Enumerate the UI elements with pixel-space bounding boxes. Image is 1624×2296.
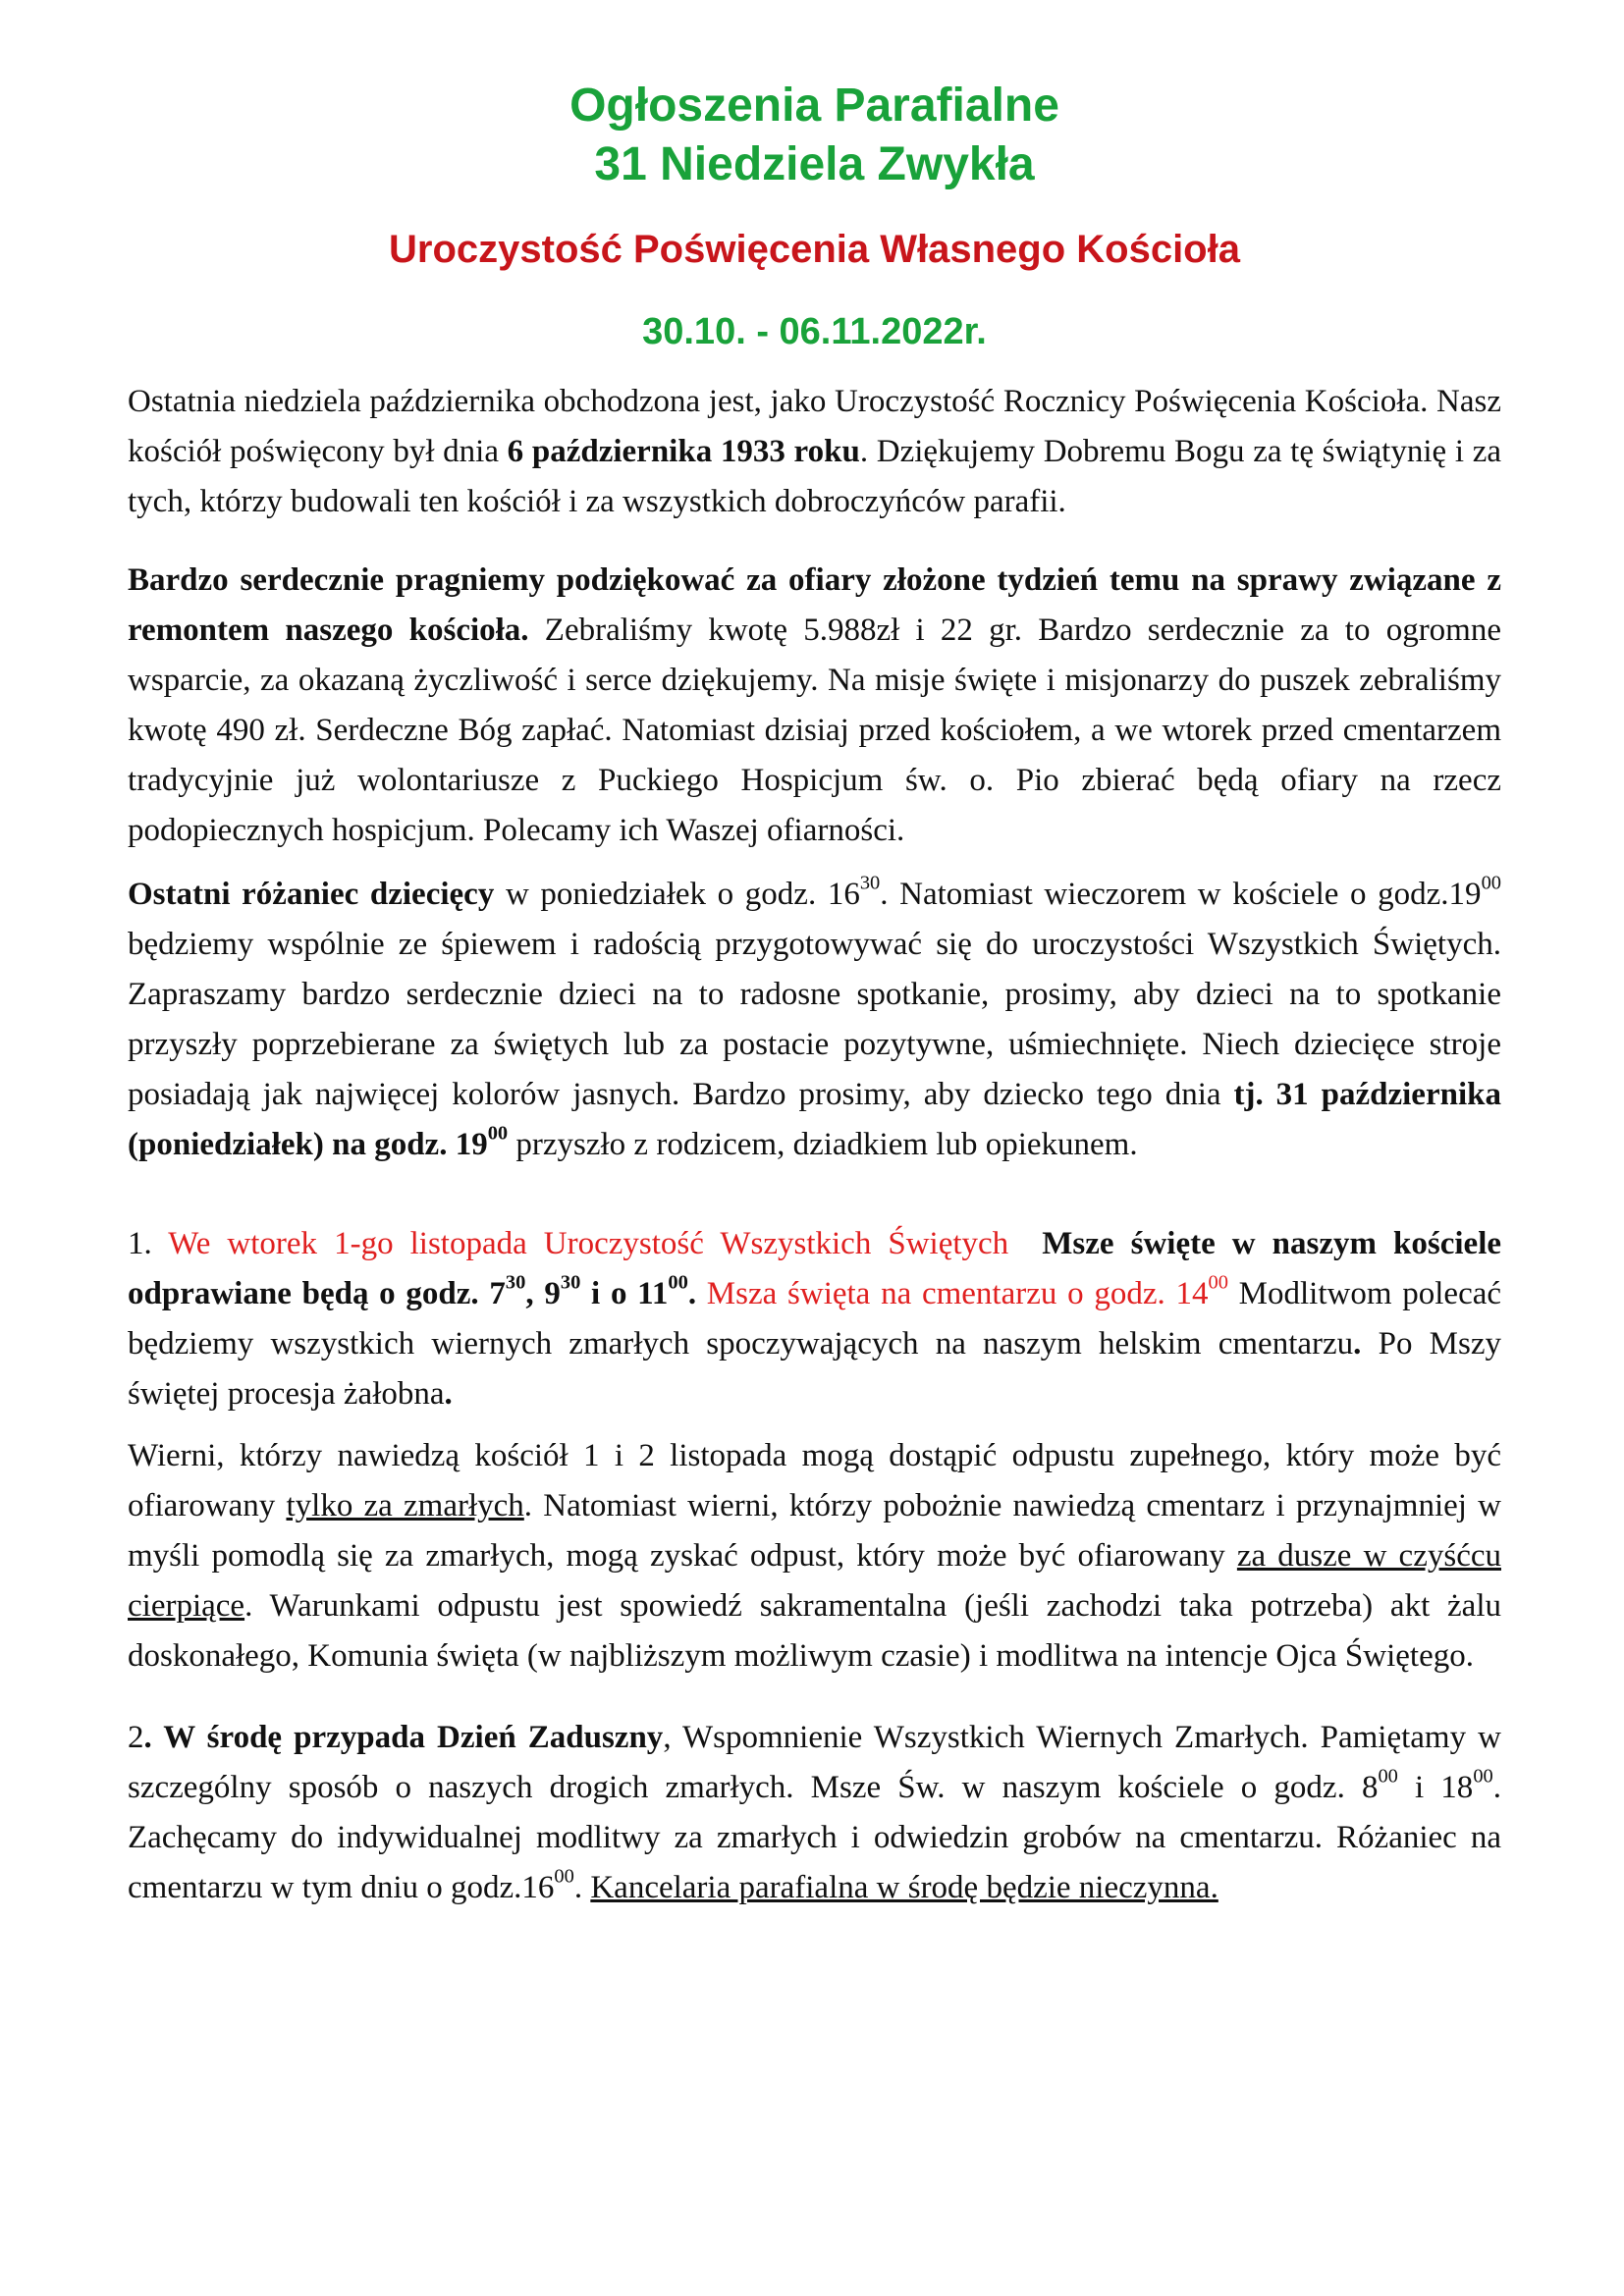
- underlined-text: za dusze w czyśćcu cierpiące: [128, 1538, 1501, 1624]
- paragraph-indulgence: [128, 1431, 1501, 1682]
- text: . Dziękujemy Dobremu Bogu za tę świątynię i za tych, którzy budowali ten kościół i za wszystkich dobroczyńców parafii.: [128, 434, 1501, 519]
- consecration-date: 6 października 1933 roku: [507, 434, 860, 469]
- time-superscript: 00: [668, 1271, 688, 1294]
- text: Modlitwom polecać będziemy wszystkich wiernych zmarłych spoczywających na naszym helskim cmentarzu: [128, 1276, 1502, 1362]
- item-number: 1.: [128, 1226, 169, 1261]
- time-superscript: 00: [1473, 1765, 1493, 1788]
- text: .: [573, 1870, 591, 1905]
- paragraph-donations: [128, 556, 1501, 856]
- time-superscript: 00: [1378, 1765, 1398, 1788]
- text: .: [1353, 1326, 1362, 1362]
- text: . Zachęcamy do indywidualnej modlitwy za zmarłych i odwiedzin grobów na cmentarzu. Różaniec na cmentarzu w tym dniu o godz.16: [128, 1770, 1501, 1905]
- subtitle-line: 31 Niedziela Zwykła: [594, 138, 1035, 190]
- rosary-heading: Ostatni różaniec dziecięcy: [128, 877, 495, 912]
- item-all-souls: [128, 1713, 1501, 1913]
- text: . Warunkami odpustu jest spowiedź sakramentalna (jeśli zachodzi taka potrzeba) akt żalu doskonałego, Komunia święta (w najbliższym możliwym czasie) i modlitwa na intencje Ojca Świętego.: [128, 1588, 1501, 1674]
- time-superscript: 30: [859, 872, 881, 894]
- page-title: [128, 77, 1501, 194]
- mass-times: , 9: [525, 1276, 561, 1311]
- text: będziemy wspólnie ze śpiewem i radością przygotowywać się do uroczystości Wszystkich Świętych. Zapraszamy bardzo serdecznie dzieci na to radosne spotkanie, prosimy, aby dzieci na to spotkanie przyszły poprzebierane za świętych lub za postacie pozytywne, uśmiechnięte. Niech dziecięce stroje posiadają jak najwięcej kolorów jasnych. Bardzo prosimy, aby dziecko tego dnia: [128, 927, 1501, 1112]
- mass-times: Msze święte w naszym kościele odprawiane będą o godz. 7: [128, 1226, 1502, 1311]
- text: Zebraliśmy kwotę 5.988zł i 22 gr. Bardzo serdecznie za to ogromne wsparcie, za okazaną życzliwość i serce dziękujemy. Na misje święte i misjonarzy do puszek zebraliśmy kwotę 490 zł. Serdeczne Bóg zapłać. Natomiast dzisiaj przed kościołem, a we wtorek przed cmentarzem tradycyjnie już wolontariusze z Puckiego Hospicjum św. o. Pio zbierać będą ofiary na rzecz podopiecznych hospicjum. Polecamy ich Waszej ofiarności.: [128, 613, 1501, 848]
- text: .: [687, 1276, 697, 1311]
- text: i 18: [1397, 1770, 1474, 1805]
- text: Po Mszy świętej procesja żałobna: [128, 1326, 1502, 1412]
- paragraph-rosary: [128, 870, 1501, 1170]
- time-superscript: 00: [1208, 1271, 1228, 1294]
- text: w poniedziałek o godz. 16: [494, 877, 860, 912]
- text: Wierni, którzy nawiedzą kościół 1 i 2 listopada mogą dostąpić odpustu zupełnego, który może być ofiarowany: [128, 1438, 1501, 1523]
- text: . Natomiast wieczorem w kościele o godz.19: [880, 877, 1482, 912]
- text: . Natomiast wierni, którzy pobożnie nawiedzą cmentarz i przynajmniej w myśli pomodlą się za zmarłych, mogą zyskać odpust, który może być ofiarowany: [128, 1488, 1501, 1574]
- office-closed-notice: Kancelaria parafialna w środę będzie nieczynna.: [590, 1870, 1218, 1905]
- date-range: 30.10. - 06.11.2022r.: [642, 311, 987, 352]
- donations-thanks: Bardzo serdecznie pragniemy podziękować za ofiary złożone tydzień temu na sprawy związane z remontem naszego kościoła.: [128, 562, 1501, 648]
- feast-heading: Uroczystość Poświęcenia Własnego Kościoła: [389, 228, 1240, 271]
- cemetery-mass: Msza święta na cmentarzu o godz. 14: [696, 1276, 1209, 1311]
- text: , Wspomnienie Wszystkich Wiernych Zmarłych. Pamiętamy w szczególny sposób o naszych drogich zmarłych. Msze Św. w naszym kościele o godz. 8: [128, 1720, 1501, 1805]
- mass-times: i o 11: [580, 1276, 669, 1311]
- text: .: [444, 1376, 453, 1412]
- all-souls-heading: . W środę przypada Dzień Zaduszny: [143, 1720, 664, 1755]
- title-line: Ogłoszenia Parafialne: [569, 80, 1059, 132]
- all-saints-heading: We wtorek 1-go listopada Uroczystość Wszystkich Świętych: [168, 1226, 1009, 1261]
- time-superscript: 30: [505, 1271, 526, 1294]
- event-date: tj. 31 października (poniedziałek) na godz. 19: [128, 1077, 1501, 1162]
- text: Ostatnia niedziela października obchodzona jest, jako Uroczystość Rocznicy Poświęcenia Kościoła. Nasz kościół poświęcony był dnia: [128, 384, 1501, 469]
- item-number: 2: [128, 1720, 144, 1755]
- spacer: [1008, 1226, 1042, 1261]
- time-superscript: 00: [1481, 872, 1501, 894]
- item-all-saints: [128, 1219, 1501, 1419]
- underlined-text: tylko za zmarłych: [286, 1488, 524, 1523]
- time-superscript: 00: [554, 1865, 574, 1888]
- time-superscript: 00: [487, 1122, 509, 1145]
- paragraph-anniversary: [128, 377, 1501, 527]
- text: przyszło z rodzicem, dziadkiem lub opiekunem.: [508, 1127, 1138, 1162]
- time-superscript: 30: [560, 1271, 581, 1294]
